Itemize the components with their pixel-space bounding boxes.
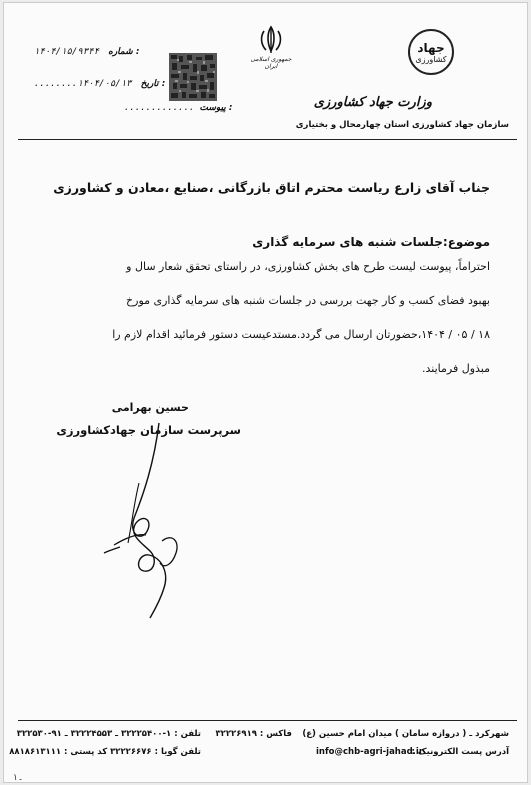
- body-line: ۱۸ / ۰۵ / ۱۴۰۴،حضورتان ارسال می گردد.مستدعیست دستور فرمائید اقدام لازم را: [112, 328, 490, 341]
- letter-date-label: تاریخ :: [140, 79, 166, 89]
- ministry-name: وزارت جهاد کشاورزی: [313, 95, 432, 110]
- jahad-logo: [408, 29, 454, 75]
- footer-email-label: آدرس پست الکترونیک :: [411, 747, 509, 757]
- footer-email-row: [412, 747, 509, 757]
- letter-number-row: [34, 39, 139, 58]
- logo-text-sub: کشاورزی: [415, 55, 447, 64]
- scan-mark: ۱۔: [13, 773, 24, 783]
- signer-title: سرپرست سازمان جهادکشاورزی: [56, 423, 241, 437]
- footer-address: شهرکرد ـ ( دروازه سامان ) میدان امام حسین (ع): [302, 729, 509, 739]
- logo-text-main: جهاد: [417, 41, 445, 55]
- handwritten-signature: [84, 423, 194, 623]
- footer-postal-code: کد پستی : ۸۸۱۸۶۱۳۱۱۱: [9, 747, 108, 757]
- footer-voice-postal: [9, 747, 201, 757]
- iran-emblem-icon: [257, 25, 285, 55]
- emblem-caption: جمهوری اسلامی ایران: [250, 56, 292, 70]
- letter-number-value: ۱۴۰۴/۱۵/۹۳۴۴: [34, 47, 100, 57]
- footer-voice-phone: تلفن گویا : ۳۲۲۲۶۶۷۶: [110, 747, 201, 757]
- body-line: احتراماً، پیوست لیست طرح های بخش کشاورزی، در راستای تحقق شعار سال و: [126, 260, 490, 273]
- letter-page: [3, 2, 528, 783]
- signer-name: حسین بهرامی: [111, 401, 189, 414]
- footer-fax: فاکس : ۳۲۲۲۶۹۱۹: [215, 729, 292, 739]
- footer-divider: [18, 720, 517, 721]
- header-divider: [18, 139, 517, 140]
- letter-number-label: شماره :: [108, 47, 140, 57]
- letter-date-value: ۱۴۰۴/۰۵/۱۳: [77, 79, 132, 89]
- attachment-row: ............. پیوست :: [124, 103, 233, 113]
- qr-code-icon: [169, 53, 217, 101]
- footer-email: info@chb-agri-jahad.ir: [316, 747, 424, 757]
- addressee: جناب آقای زارع ریاست محترم اتاق بازرگانی ،صنایع ،معادن و کشاورزی: [53, 180, 490, 195]
- footer-phone: تلفن : ۱-۳۲۲۲۵۴۰۰ ـ ۳۲۲۲۴۵۵۳ ـ ۹۱-۳۲۲۵۳۰: [16, 729, 201, 739]
- body-line: مبذول فرمایند.: [421, 362, 490, 375]
- letter-date-row: ........۱۴۰۴/۰۵/۱۳ تاریخ :: [34, 79, 166, 89]
- subject-line: موضوع:جلسات شنبه های سرمایه گذاری: [252, 235, 490, 249]
- attachment-label: پیوست :: [199, 103, 233, 113]
- body-line: بهبود فضای کسب و کار جهت بررسی در جلسات شنبه های سرمایه گذاری مورخ: [126, 294, 490, 307]
- organization-name: سازمان جهاد کشاورزی استان چهارمحال و بختیاری: [295, 120, 509, 130]
